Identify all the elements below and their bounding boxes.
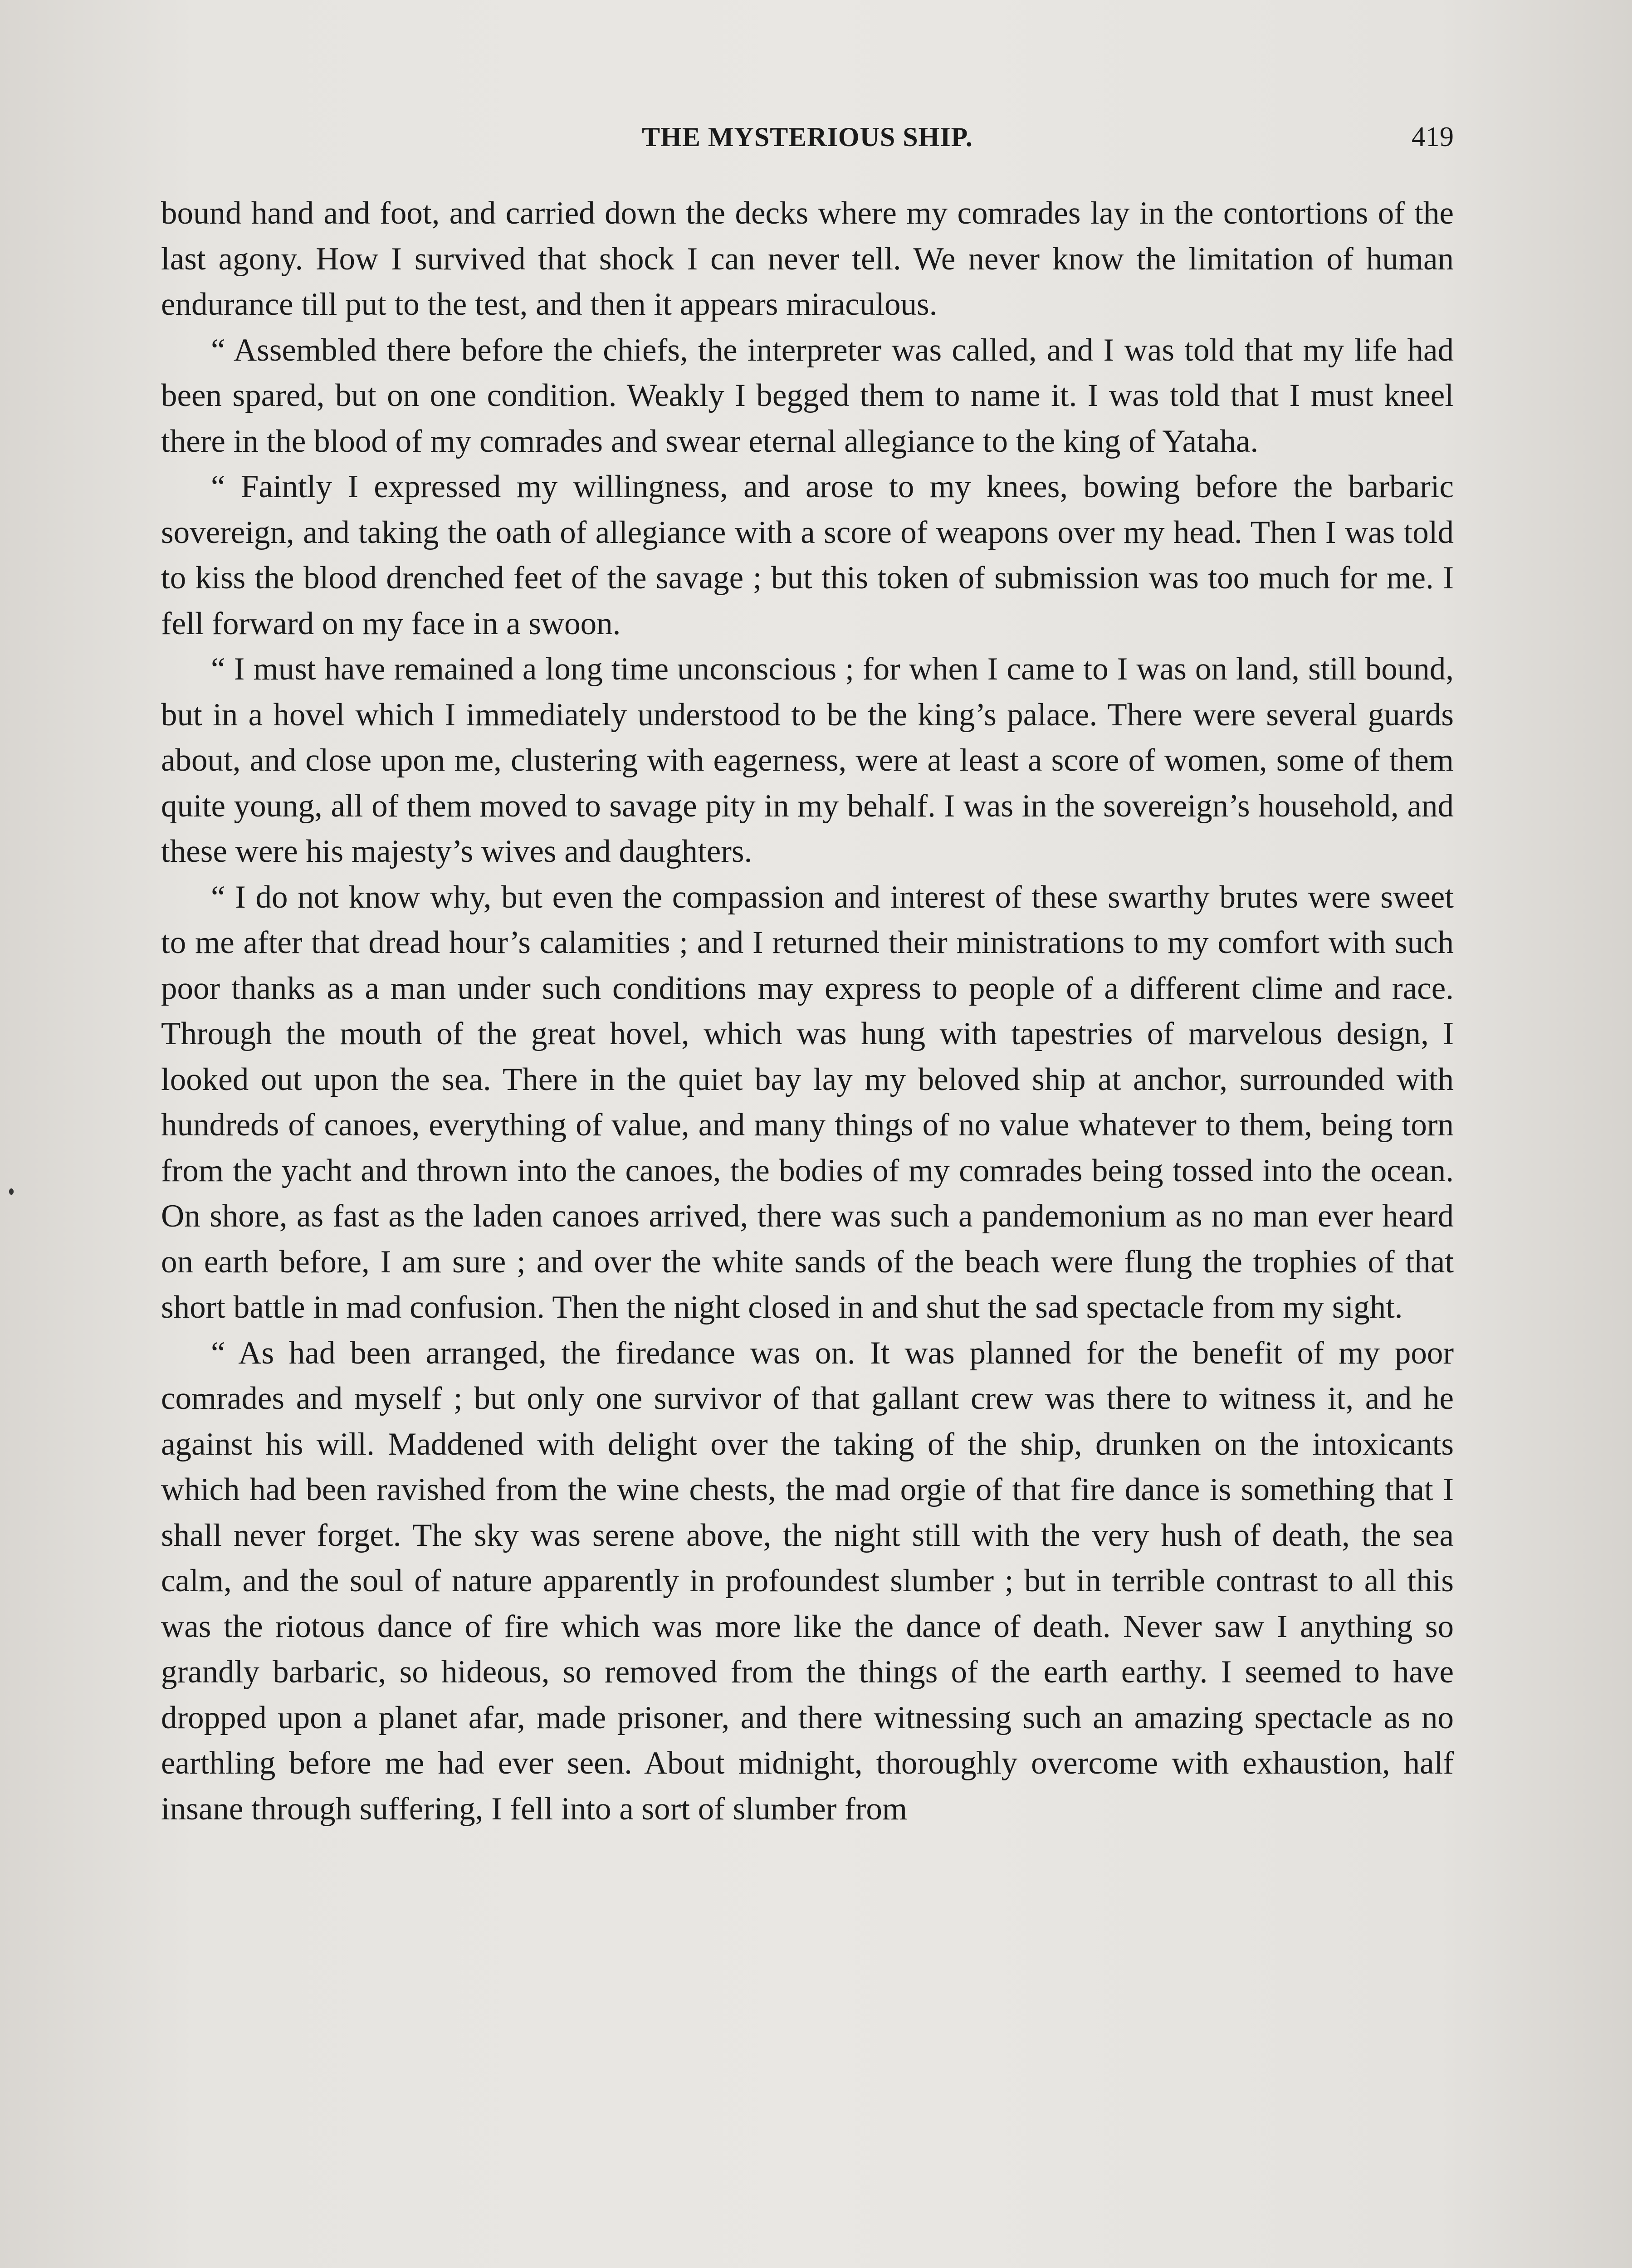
running-title: THE MYSTERIOUS SHIP. (642, 122, 973, 152)
paragraph-3: “ Faintly I expressed my willingness, and arose to my knees, bowing before the barbaric sovereign, and taking the oath of allegiance with a score of weapons over my head. Then I was told to kiss the blood drenched feet of the savage ; but this token of submission was too much for me. I fell forward on my face in a swoon. (161, 469, 1454, 641)
paragraph-4: “ I must have remained a long time unconscious ; for when I came to I was on land, still bound, but in a hovel which I immediately understood to be the king’s palace. There were several guards about, and close upon me, clustering with eagerness, were at least a score of women, some of them quite young, all of them moved to savage pity in my behalf. I was in the sovereign’s household, and these were his majesty’s wives and daughters. (161, 651, 1454, 869)
paragraph-2: “ Assembled there before the chiefs, the interpreter was called, and I was told that my life had been spared, but on one condition. Weakly I begged them to name it. I was told that I must kneel there in the blood of my comrades and swear eternal allegiance to the king of Yataha. (161, 332, 1454, 459)
paragraph-1: bound hand and foot, and carried down the decks where my comrades lay in the contortions of the last agony. How I survived that shock I can never tell. We never know the limitation of human endurance till put to the test, and then it appears miraculous. (161, 196, 1454, 322)
body-text (161, 191, 1454, 1832)
running-head (161, 119, 1454, 155)
paragraph-5: “ I do not know why, but even the compassion and interest of these swarthy brutes were sweet to me after that dread hour’s calamities ; and I returned their ministrations to my comfort with such poor thanks as a man under such conditions may express to people of a different clime and race. Through the mouth of the great hovel, which was hung with tapestries of marvelous design, I looked out upon the sea. There in the quiet bay lay my beloved ship at anchor, surrounded with hundreds of canoes, everything of value, and many things of no value whatever to them, being torn from the yacht and thrown into the canoes, the bodies of my comrades being tossed into the ocean. On shore, as fast as the laden canoes arrived, there was such a pandemonium as no man ever heard on earth before, I am sure ; and over the white sands of the beach were flung the trophies of that short battle in mad confusion. Then the night closed in and shut the sad spectacle from my sight. (161, 879, 1454, 1325)
page-number: 419 (1412, 122, 1454, 152)
paragraph-6: “ As had been arranged, the firedance was on. It was planned for the benefit of my poor comrades and myself ; but only one survivor of that gallant crew was there to witness it, and he against his will. Maddened with delight over the taking of the ship, drunken on the intoxicants which had been ravished from the wine chests, the mad orgie of that fire dance is something that I shall never forget. The sky was serene above, the night still with the very hush of death, the sea calm, and the soul of nature apparently in profoundest slumber ; but in terrible contrast to all this was the riotous dance of fire which was more like the dance of death. Never saw I anything so grandly barbaric, so hideous, so removed from the things of the earth earthy. I seemed to have dropped upon a planet afar, made prisoner, and there witnessing such an amazing spectacle as no earthling before me had ever seen. About midnight, thoroughly overcome with exhaustion, half insane through suffering, I fell into a sort of slumber from (161, 1335, 1454, 1827)
print-speck (9, 1188, 14, 1195)
